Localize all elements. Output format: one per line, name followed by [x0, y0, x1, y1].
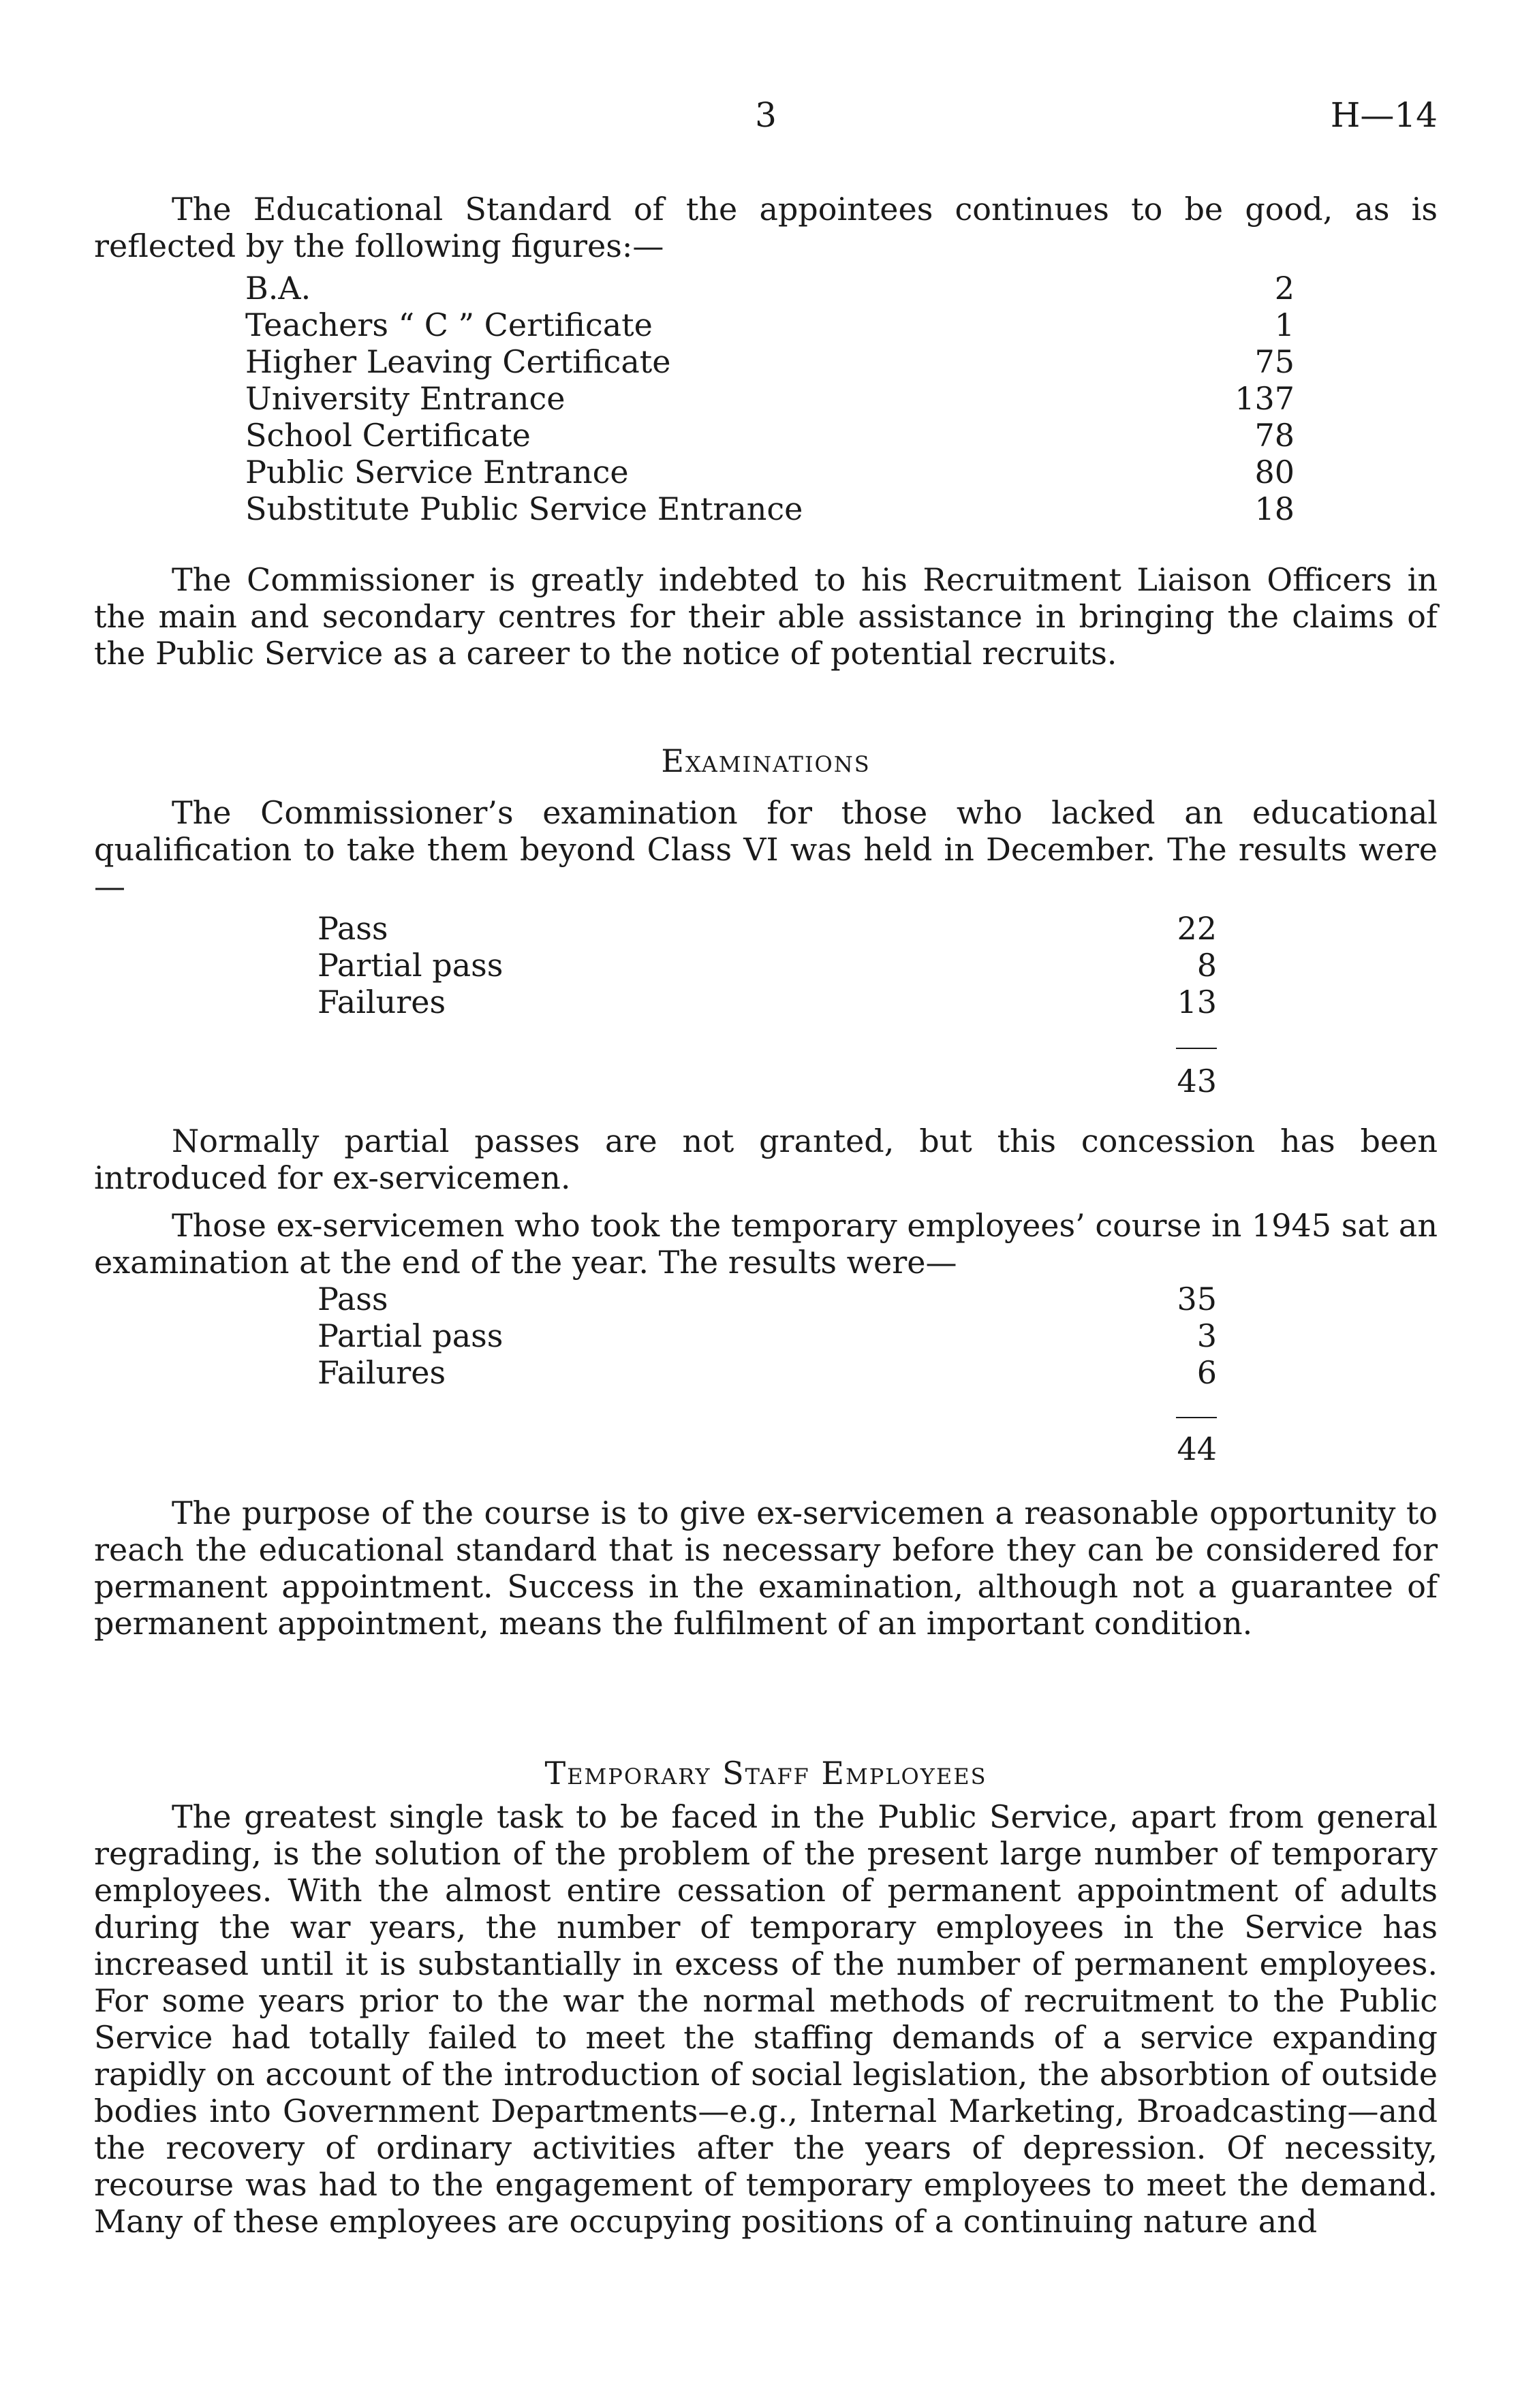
examination-total-1: 43: [1177, 1063, 1217, 1099]
figure-value: 80: [1254, 454, 1295, 490]
figure-row: [245, 417, 1295, 454]
result-label: Pass: [317, 1281, 388, 1317]
figure-row: [245, 270, 1295, 307]
result-row: [317, 947, 1217, 984]
result-row: [317, 1354, 1217, 1391]
examination-total-2: 44: [1177, 1430, 1217, 1467]
result-label: Pass: [317, 910, 388, 947]
result-label: Failures: [317, 984, 446, 1020]
figure-label: Public Service Entrance: [245, 454, 629, 490]
figure-value: 2: [1274, 270, 1295, 307]
temporary-staff-paragraph: The greatest single task to be faced in the Public Service, apart from general regrading, is the solution of the problem of the present large number of temporary employees. With the almost entire cessation of permanent appointment of adults during the war years, the number of temporary employees in the Service has increased until it is substantially in excess of the number of permanent employees. For some years prior to the war the normal methods of recruitment to the Public Service had totally failed to meet the staffing demands of a service expanding rapidly on account of the introduction of social legislation, the absorbtion of outside bodies into Government Departments—e.g., Internal Marketing, Broadcasting—and the recovery of ordinary activities after the years of depression. Of necessity, recourse was had to the engagement of temporary employees to meet the demand. Many of these employees are occupying positions of a continuing nature and: [94, 1798, 1438, 2240]
partial-pass-paragraph: Normally partial passes are not granted, but this concession has been introduced for ex-servicemen.: [94, 1123, 1438, 1196]
figure-row: [245, 380, 1295, 417]
examination-results-table-2: [317, 1281, 1217, 1391]
figure-value: 137: [1235, 380, 1295, 417]
educational-standard-intro: The Educational Standard of the appointees continues to be good, as is reflected by the following figures:—: [94, 191, 1438, 264]
ex-servicemen-course-paragraph: Those ex-servicemen who took the temporary employees’ course in 1945 sat an examination at the end of the year. The results were—: [94, 1207, 1438, 1281]
figure-label: University Entrance: [245, 380, 566, 417]
result-value: 13: [1177, 984, 1217, 1020]
page-number: 3: [755, 95, 777, 135]
result-value: 35: [1177, 1281, 1217, 1317]
figure-value: 18: [1254, 490, 1295, 527]
result-row: [317, 910, 1217, 947]
figure-value: 75: [1254, 343, 1295, 380]
figure-row: [245, 490, 1295, 527]
total-rule-2: [1176, 1417, 1217, 1418]
result-label: Failures: [317, 1354, 446, 1391]
examinations-intro: The Commissioner’s examination for those who lacked an educational qualification to take them beyond Class VI was held in December. The results were—: [94, 794, 1438, 905]
figure-row: [245, 454, 1295, 490]
figure-label: School Certificate: [245, 417, 531, 454]
result-value: 3: [1196, 1317, 1217, 1354]
figure-label: Teachers “ C ” Certificate: [245, 307, 653, 343]
result-row: [317, 1281, 1217, 1317]
figure-row: [245, 307, 1295, 343]
result-row: [317, 984, 1217, 1020]
result-value: 22: [1177, 910, 1217, 947]
liaison-officers-paragraph: The Commissioner is greatly indebted to his Recruitment Liaison Officers in the main and secondary centres for their able assistance in bringing the claims of the Public Service as a career to the notice of potential recruits.: [94, 561, 1438, 672]
result-value: 8: [1196, 947, 1217, 984]
temporary-staff-heading: Temporary Staff Employees: [544, 1755, 987, 1792]
examination-results-table-1: [317, 910, 1217, 1020]
result-label: Partial pass: [317, 947, 504, 984]
figure-label: Substitute Public Service Entrance: [245, 490, 803, 527]
result-row: [317, 1317, 1217, 1354]
figure-label: Higher Leaving Certificate: [245, 343, 671, 380]
total-rule-1: [1176, 1048, 1217, 1049]
educational-figures-table: [245, 270, 1295, 527]
figure-value: 1: [1274, 307, 1295, 343]
result-value: 6: [1196, 1354, 1217, 1391]
examinations-heading: Examinations: [661, 742, 871, 779]
figure-label: B.A.: [245, 270, 311, 307]
result-label: Partial pass: [317, 1317, 504, 1354]
figure-row: [245, 343, 1295, 380]
page-header: [94, 95, 1438, 143]
figure-value: 78: [1254, 417, 1295, 454]
course-purpose-paragraph: The purpose of the course is to give ex-servicemen a reasonable opportunity to reach the educational standard that is necessary before they can be considered for permanent appointment. Success in the examination, although not a guarantee of permanent appointment, means the fulfilment of an important condition.: [94, 1495, 1438, 1642]
document-code: H—14: [1330, 95, 1438, 135]
